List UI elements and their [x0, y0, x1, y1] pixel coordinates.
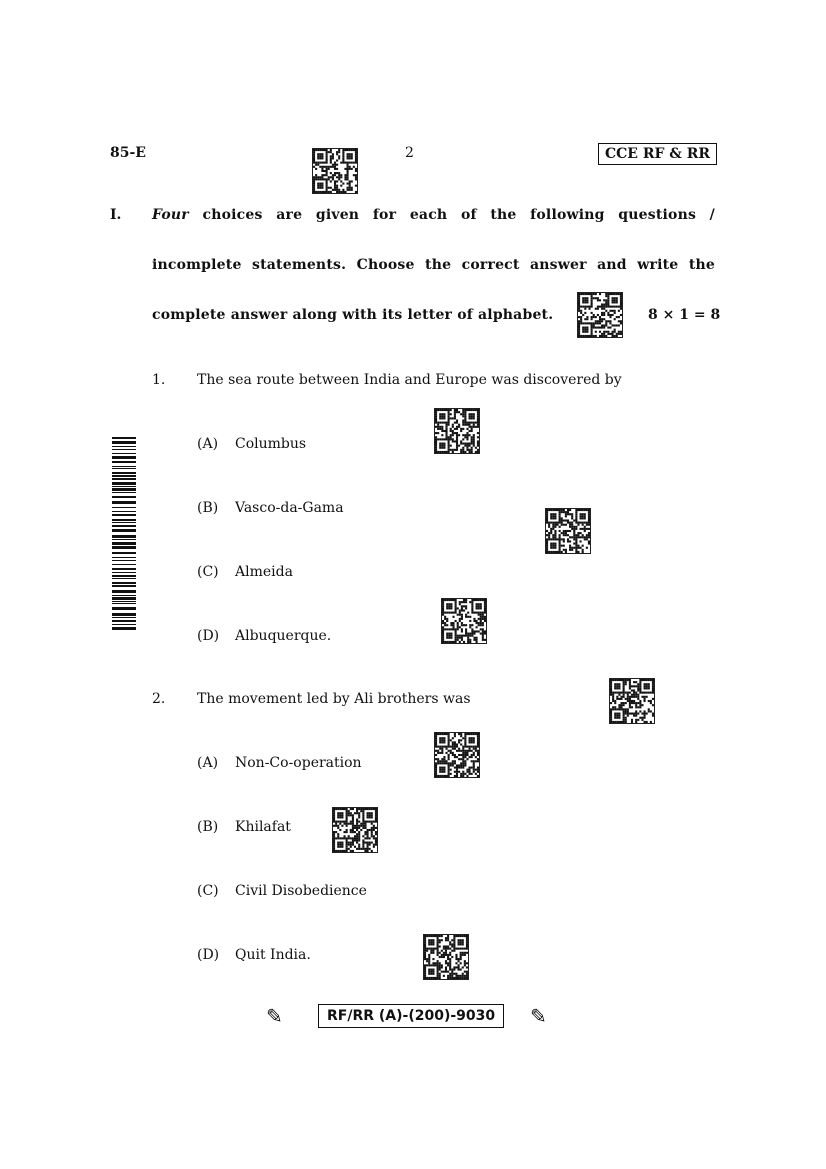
q2-option-d-letter: (D) — [197, 947, 220, 963]
paper-code: 85-E — [110, 145, 146, 161]
qr-code-icon — [434, 732, 480, 778]
qr-code-icon — [577, 292, 623, 338]
qr-code-icon — [312, 148, 358, 194]
qr-code-icon — [423, 934, 469, 980]
series-label-box: CCE RF & RR — [598, 143, 717, 165]
q2-option-d-text: Quit India. — [235, 947, 311, 963]
footer-code-box: RF/RR (A)-(200)-9030 — [318, 1004, 504, 1028]
q1-option-b-letter: (B) — [197, 500, 219, 516]
question-1-number: 1. — [152, 372, 166, 388]
q2-option-a-text: Non-Co-operation — [235, 755, 362, 771]
qr-code-icon — [332, 807, 378, 853]
barcode-icon — [112, 437, 136, 633]
marks-allocation: 8 × 1 = 8 — [648, 307, 721, 323]
question-1-text: The sea route between India and Europe was discovered by — [197, 372, 622, 388]
pencil-icon: ✎ — [530, 1004, 547, 1028]
qr-code-icon — [441, 598, 487, 644]
q1-option-b-text: Vasco-da-Gama — [235, 500, 344, 516]
instruction-line-1 — [152, 207, 715, 223]
qr-code-icon — [545, 508, 591, 554]
q2-option-a-letter: (A) — [197, 755, 219, 771]
q1-option-c-letter: (C) — [197, 564, 219, 580]
q1-option-a-letter: (A) — [197, 436, 219, 452]
q2-option-c-letter: (C) — [197, 883, 219, 899]
q2-option-c-text: Civil Disobedience — [235, 883, 367, 899]
question-2-number: 2. — [152, 691, 166, 707]
q1-option-d-letter: (D) — [197, 628, 220, 644]
q1-option-d-text: Albuquerque. — [235, 628, 332, 644]
q1-option-a-text: Columbus — [235, 436, 307, 452]
instruction-line-2: incomplete statements. Choose the correct answer and write the — [152, 257, 715, 273]
qr-code-icon — [434, 408, 480, 454]
instruction-line-3: complete answer along with its letter of alphabet. — [152, 307, 554, 323]
q2-option-b-letter: (B) — [197, 819, 219, 835]
section-number: I. — [110, 207, 122, 223]
qr-code-icon — [609, 678, 655, 724]
q2-option-b-text: Khilafat — [235, 819, 291, 835]
question-2-text: The movement led by Ali brothers was — [197, 691, 471, 707]
page-number: 2 — [405, 145, 414, 161]
pencil-icon: ✎ — [266, 1004, 283, 1028]
instruction-line-1-text: Four choices are given for each of the following questions / — [152, 207, 715, 223]
instruction-emphasis-word: Four — [152, 207, 189, 223]
q1-option-c-text: Almeida — [235, 564, 293, 580]
